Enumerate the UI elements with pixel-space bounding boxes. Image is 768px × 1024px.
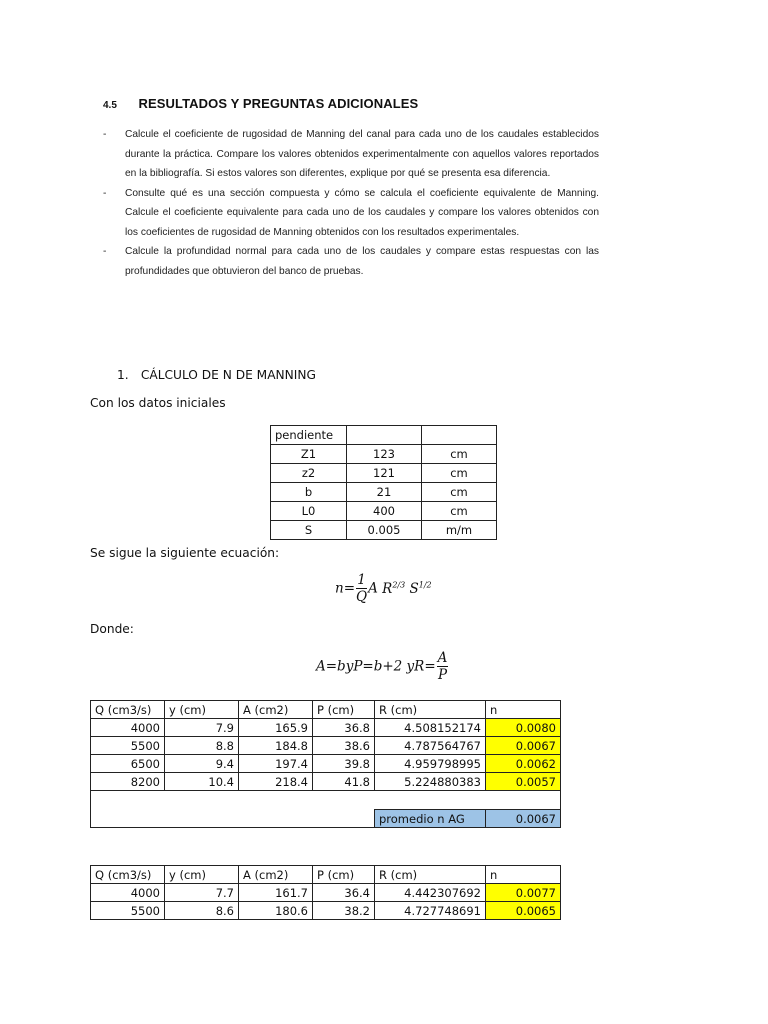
geometry-equation: A=byP=b+2 yR= $\frac{A}{P}$ (316, 650, 448, 683)
intro-text: Con los datos iniciales (90, 396, 226, 410)
section-heading (103, 96, 418, 111)
average-row (91, 810, 561, 828)
table-row: 8200 10.4 218.4 41.8 5.224880383 0.0057 (91, 773, 561, 791)
table-row: S 0.005 m/m (271, 521, 497, 540)
table-row: Z1 123 cm (271, 445, 497, 464)
question-list (103, 125, 599, 281)
equation-intro: Se sigue la siguiente ecuación: (90, 546, 280, 560)
list-item: - Consulte qué es una sección compuesta y cómo se calcula el coeficiente equivalente de Manning. Calcule el coeficiente equivalente para cada uno de los caudales y compare los valores obtenidos con los coeficientes de rugosidad de Manning obtenidos con los resultados experimentales. (103, 187, 599, 238)
table-row: 4000 7.7 161.7 36.4 4.442307692 0.0077 (91, 884, 561, 902)
list-item: - Calcule la profundidad normal para cada uno de los caudales y compare estas respuestas con las profundidades que obtuvieron del banco de pruebas. (103, 246, 599, 277)
table-row: 6500 9.4 197.4 39.8 4.959798995 0.0062 (91, 755, 561, 773)
average-value: 0.0067 (486, 810, 561, 828)
results-table-2 (90, 865, 561, 920)
table-header-row: Q (cm3/s) y (cm) A (cm2) P (cm) R (cm) n (91, 701, 561, 719)
donde-label: Donde: (90, 622, 134, 636)
table-row: 4000 7.9 165.9 36.8 4.508152174 0.0080 (91, 719, 561, 737)
average-label: promedio n AG (375, 810, 486, 828)
table-row: 5500 8.6 180.6 38.2 4.727748691 0.0065 (91, 902, 561, 920)
table-header-row: Q (cm3/s) y (cm) A (cm2) P (cm) R (cm) n (91, 866, 561, 884)
results-table-1 (90, 700, 561, 828)
section-title: RESULTADOS Y PREGUNTAS ADICIONALES (138, 96, 419, 111)
manning-equation: n= $\frac{1}{Q}$ A $R^{2/3}$ $S^{1/2}$ (335, 572, 432, 605)
section-number: 4.5 (103, 100, 117, 111)
heading-manning: 1. CÁLCULO DE N DE MANNING (117, 368, 316, 382)
table-row: b 21 cm (271, 483, 497, 502)
table-spacer-row (91, 791, 561, 810)
table-row: 5500 8.8 184.8 38.6 4.787564767 0.0067 (91, 737, 561, 755)
parameters-table (270, 425, 497, 540)
table-row: L0 400 cm (271, 502, 497, 521)
table-row: pendiente (271, 426, 497, 445)
table-row: z2 121 cm (271, 464, 497, 483)
list-item: - Calcule el coeficiente de rugosidad de Manning del canal para cada uno de los caudales establecidos durante la práctica. Compare los valores obtenidos experimentalmente con aquellos valores reportados en la bibliografía. Si estos valores son diferentes, explique por qué se presenta esa diferencia. (103, 129, 599, 179)
